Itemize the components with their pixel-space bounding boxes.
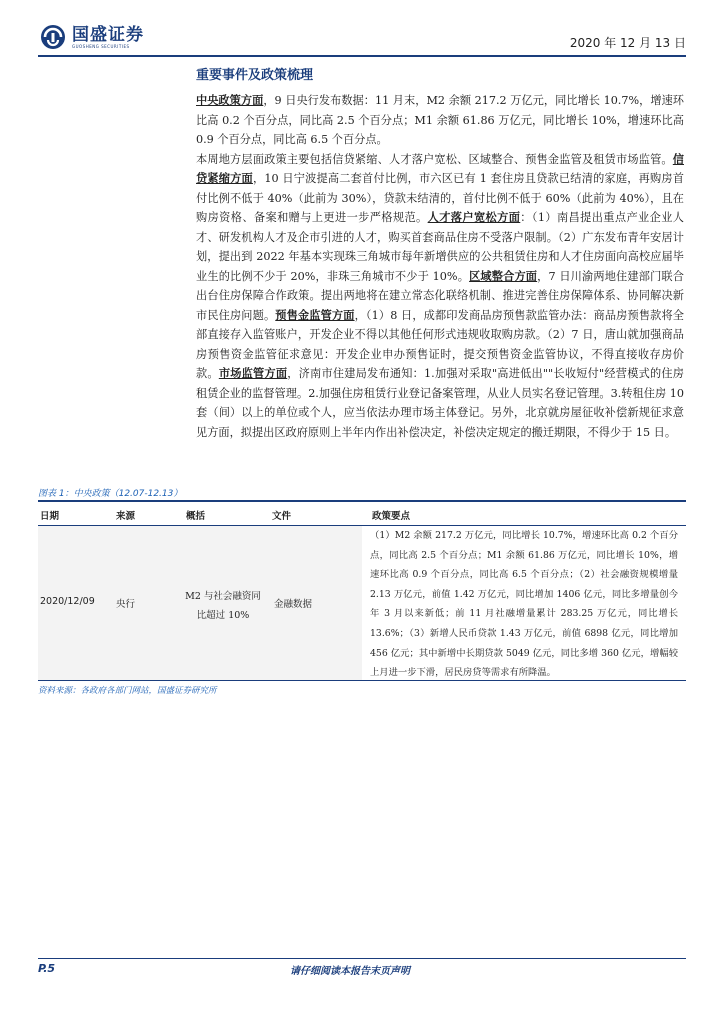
paragraph-text: ：（1）南昌提出重点产业企业人才、研发机构人才及企市引进的人才，购买首套商品住房不受落户限制。（2）广东发布青年安居计划，提出到 2022 年基本实现珠三角城市每年新增供应的公共租赁住房和人才住房面向高校应届毕业生的比例不少于 20%，非珠三角城市不少于 10%。 [196, 211, 684, 283]
table-cell-key-points: （1）M2 余额 217.2 万亿元，同比增长 10.7%，增速环比高 0.2 个百分点，同比高 2.5 个百分点；M1 余额 61.86 万亿元，同比增长 10%，增速环比高 0.9 个百分点，同比高 6.5 个百分点；（2）社会融资规模增量 2.13 万亿元，前值 1.42 万亿元，同比增加 1406 亿元，同比多增量创今年 3 月以来新低；前 11 月社融增量累计 283.25 万亿元，同比增长 13.6%；（3）新增人民币贷款 1.43 万亿元，前值 6898 亿元，同比增加 456 亿元；其中新增中长期贷款 5049 亿元，同比多增 360 亿元，增幅较上月进一步下滑，居民房贷等需求有所降温。 [370, 530, 678, 679]
column-header-key-points: 政策要点 [372, 511, 411, 522]
keyword-talent-settlement: 人才落户宽松方面 [427, 210, 521, 224]
keyword-market-supervision: 市场监管方面 [218, 366, 288, 380]
table-cell-date: 2020/12/09 [40, 596, 95, 607]
column-header-date: 日期 [40, 511, 60, 522]
table-bottom-rule [38, 680, 686, 681]
page-header [38, 20, 686, 56]
table-cell-source: 央行 [116, 599, 136, 610]
paragraph-text: ，（1）8 日，成都印发商品房预售款监管办法：商品房预售款将全部直接存入监管账户，开发企业不得以其他任何形式违规收取购房款。（2）7 日，唐山就加强商品房预售资金监管征求意见：开发企业申办预售证时，提交预售资金监管协议，不得直接收存房价款。 [196, 308, 684, 380]
logo-icon [40, 24, 66, 50]
paragraph-text: ，9 日央行发布数据：11 月末，M2 余额 217.2 万亿元，同比增长 10.7%，增速环比高 0.2 个百分点，同比高 2.5 个百分点；M1 余额 61.86 万亿元，同比增长 10%，增速环比高 0.9 个百分点，同比高 6.5 个百分点。 [196, 94, 684, 146]
column-header-source: 来源 [116, 511, 136, 522]
keyword-central-policy: 中央政策方面 [196, 93, 264, 107]
table-cell-document: 金融数据 [274, 599, 313, 610]
footer-divider [38, 958, 686, 959]
keyword-regional-integration: 区域整合方面 [469, 268, 538, 283]
body-text [196, 91, 684, 442]
keyword-credit-tightening: 信贷紧缩方面 [196, 151, 684, 185]
section-title: 重要事件及政策梳理 [196, 68, 314, 83]
table-top-rule [38, 500, 686, 502]
company-logo [40, 24, 144, 50]
source-note: 资料来源：各政府各部门网站，国盛证券研究所 [38, 686, 217, 696]
keyword-presale-supervision: 预售金监管方面 [275, 307, 355, 322]
logo-chinese-name: 国盛证券 [72, 24, 144, 45]
column-header-document: 文件 [272, 511, 292, 522]
page-number: P.5 [38, 962, 56, 975]
disclaimer-note: 请仔细阅读本报告末页声明 [290, 966, 410, 977]
report-date: 2020 年 12 月 13 日 [569, 36, 686, 50]
header-divider [38, 55, 686, 57]
table-cell-summary: M2 与社会融资同比超过 10% [185, 591, 261, 621]
column-header-summary: 概括 [186, 511, 206, 522]
table-header [38, 503, 686, 525]
paragraph-text: ，济南市住建局发布通知：1.加强对采取"高进低出""长收短付"经营模式的住房租赁企业的监督管理。2.加强住房租赁行业登记备案管理，从业人员实名登记管理。3.转租住房 10 套（间）以上的单位或个人，应当依法办理市场主体登记。另外，北京就房屋征收补偿新规征求意见方面，拟提出区政府原则上半年内作出补偿决定，补偿决定规定的搬迁期限，不得少于 15 日。 [196, 367, 684, 439]
paragraph-central-policy [196, 91, 684, 150]
paragraph-text: 本周地方层面政策主要包括信贷紧缩、人才落户宽松、区域整合、预售金监管及租赁市场监管。 [196, 152, 673, 166]
paragraph-text: ，7 日川渝两地住建部门联合出台住房保障合作政策。提出两地将在建立常态化联络机制、推进完善住房保障体系、协同解决新市民住房问题。 [196, 269, 684, 322]
figure-title: 图表 1：中央政策（12.07-12.13） [38, 489, 183, 499]
paragraph-local-policy [196, 150, 684, 443]
paragraph-text: ，10 日宁波提高二套首付比例，市六区已有 1 套住房且贷款已结清的家庭，再购房首付比例不低于 40%（此前为 30%），贷款未结清的，首付比例不低于 60%（此前为 40%），且在购房资格、备案和赠与上更进一步严格规范。 [196, 172, 684, 224]
logo-english-name: GUOSHENG SECURITIES [72, 43, 130, 49]
